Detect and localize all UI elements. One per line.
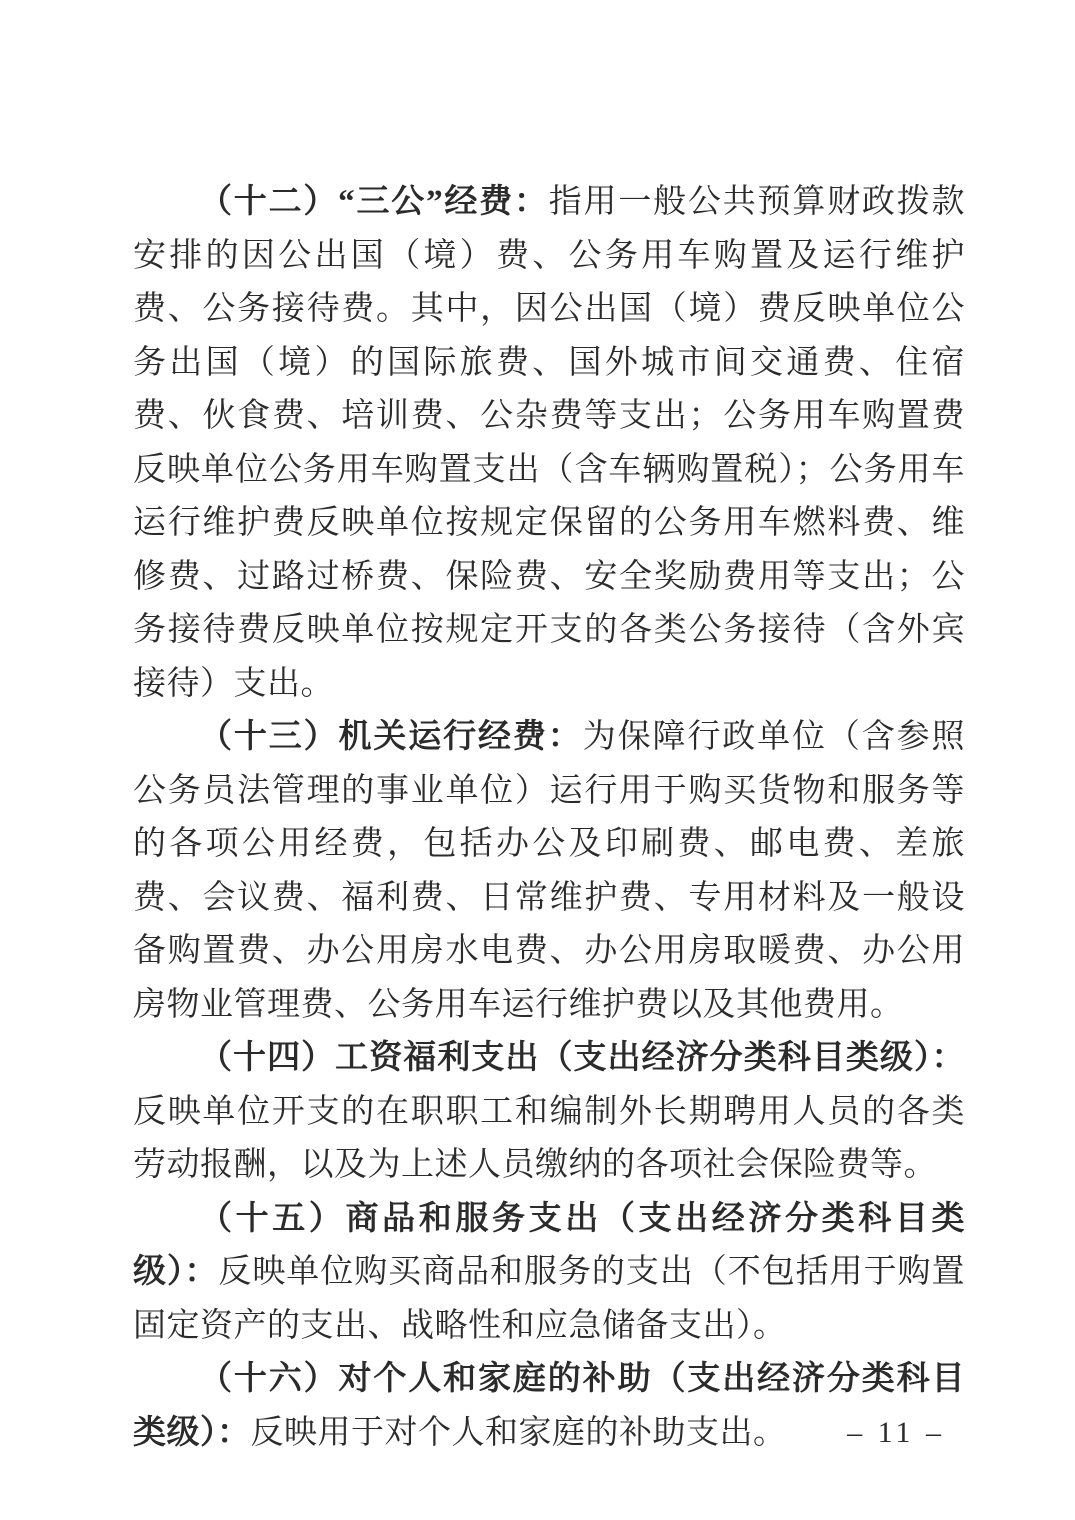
paragraph-lead: （十五）商品和服务支出（支出经济分类科目类级）： — [133, 1200, 965, 1290]
paragraph-lead: （十二）“三公”经费： — [199, 184, 549, 220]
document-body — [133, 176, 965, 1460]
paragraph — [133, 711, 965, 1032]
page-number: – 11 – — [847, 1416, 945, 1449]
paragraph — [133, 176, 965, 711]
paragraph — [133, 1193, 965, 1354]
paragraph-lead: （十四）工资福利支出（支出经济分类科目类级）： — [199, 1040, 965, 1076]
paragraph-lead: （十三）机关运行经费： — [199, 719, 583, 755]
paragraph — [133, 1353, 965, 1460]
paragraph-text: 反映单位开支的在职职工和编制外长期聘用人员的各类劳动报酬，以及为上述人员缴纳的各项社会保险费等。 — [133, 1093, 965, 1183]
paragraph-text: 指用一般公共预算财政拨款安排的因公出国（境）费、公务用车购置及运行维护费、公务接待费。其中，因公出国（境）费反映单位公务出国（境）的国际旅费、国外城市间交通费、住宿费、伙食费、培训费、公杂费等支出；公务用车购置费反映单位公务用车购置支出（含车辆购置税）；公务用车运行维护费反映单位按规定保留的公务用车燃料费、维修费、过路过桥费、保险费、安全奖励费用等支出；公务接待费反映单位按规定开支的各类公务接待（含外宾接待）支出。 — [133, 184, 966, 702]
paragraph-text: 反映用于对个人和家庭的补助支出。 — [250, 1414, 787, 1451]
paragraph — [133, 1032, 965, 1193]
paragraph-lead: （十六）对个人和家庭的补助（支出经济分类科目类级）： — [133, 1361, 965, 1451]
paragraph-text: 反映单位购买商品和服务的支出（不包括用于购置固定资产的支出、战略性和应急储备支出）。 — [133, 1254, 965, 1344]
paragraph-text: 为保障行政单位（含参照公务员法管理的事业单位）运行用于购买货物和服务等的各项公用经费，包括办公及印刷费、邮电费、差旅费、会议费、福利费、日常维护费、专用材料及一般设备购置费、办公用房水电费、办公用房取暖费、办公用房物业管理费、公务用车运行维护费以及其他费用。 — [133, 719, 966, 1023]
